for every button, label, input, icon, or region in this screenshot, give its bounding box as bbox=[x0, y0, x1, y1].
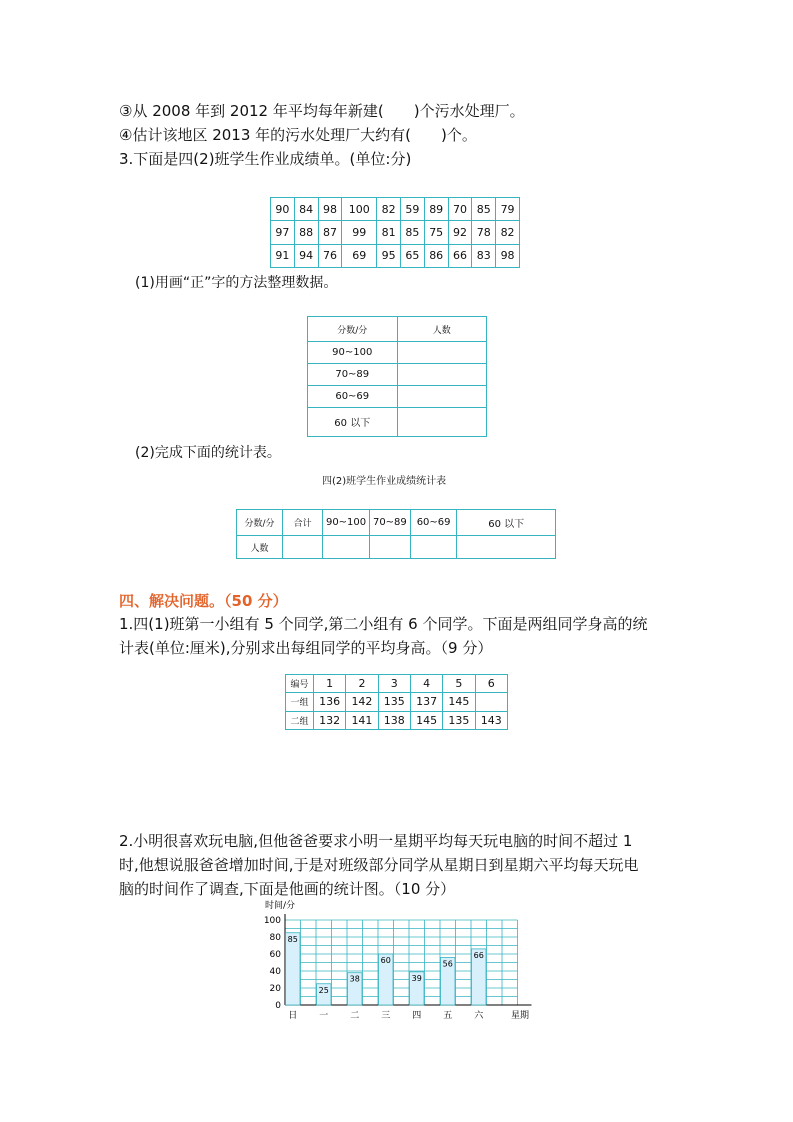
header-cell: 70~89 bbox=[369, 510, 410, 536]
x-tick-label: 日 bbox=[288, 1011, 298, 1021]
row-label-cell: 人数 bbox=[237, 536, 283, 559]
score-cell: 91 bbox=[271, 244, 295, 267]
tally-blank-cell bbox=[397, 342, 487, 364]
score-cell: 82 bbox=[377, 198, 401, 221]
score-cell: 86 bbox=[424, 244, 448, 267]
score-cell: 84 bbox=[294, 198, 318, 221]
x-tick-label: 二 bbox=[350, 1011, 360, 1021]
sub-question-1: (1)用画“正”字的方法整理数据。 bbox=[135, 275, 338, 291]
height-cell: 145 bbox=[410, 711, 442, 729]
header-cell: 60 以下 bbox=[457, 510, 556, 536]
score-cell: 95 bbox=[377, 244, 401, 267]
y-tick-label: 20 bbox=[269, 984, 281, 994]
problem-1-line-1: 1.四(1)班第一小组有 5 个同学,第二小组有 6 个同学。下面是两组同学身高的统 bbox=[119, 615, 648, 633]
header-cell: 1 bbox=[313, 675, 345, 693]
score-cell: 85 bbox=[472, 198, 496, 221]
table-row bbox=[308, 386, 487, 408]
header-cell: 合计 bbox=[283, 510, 323, 536]
score-cell: 88 bbox=[294, 221, 318, 244]
header-cell: 5 bbox=[443, 675, 475, 693]
score-cell: 100 bbox=[342, 198, 377, 221]
bar-value-label: 66 bbox=[473, 950, 484, 960]
score-cell: 85 bbox=[401, 221, 425, 244]
header-cell: 4 bbox=[410, 675, 442, 693]
score-cell: 94 bbox=[294, 244, 318, 267]
height-cell: 145 bbox=[443, 693, 475, 711]
tally-table bbox=[307, 316, 487, 437]
problem-3-title: 3.下面是四(2)班学生作业成绩单。(单位:分) bbox=[119, 150, 412, 168]
blank-cell bbox=[283, 536, 323, 559]
header-cell: 60~69 bbox=[410, 510, 457, 536]
table-row bbox=[271, 221, 520, 244]
header-cell: 2 bbox=[346, 675, 378, 693]
x-tick-label: 五 bbox=[443, 1011, 453, 1021]
score-cell: 81 bbox=[377, 221, 401, 244]
row-label-cell: 二组 bbox=[286, 711, 314, 729]
stat-table bbox=[236, 509, 556, 559]
table-row bbox=[237, 536, 556, 559]
scores-table bbox=[270, 197, 520, 268]
range-cell: 70~89 bbox=[308, 364, 398, 386]
header-cell: 人数 bbox=[397, 317, 487, 342]
problem-2-line-1: 2.小明很喜欢玩电脑,但他爸爸要求小明一星期平均每天玩电脑的时间不超过 1 bbox=[119, 832, 633, 850]
table-row bbox=[271, 244, 520, 267]
blank-cell bbox=[410, 536, 457, 559]
score-cell: 70 bbox=[448, 198, 472, 221]
x-tick-label: 六 bbox=[474, 1011, 484, 1021]
score-cell: 79 bbox=[496, 198, 520, 221]
score-cell: 99 bbox=[342, 221, 377, 244]
height-cell: 136 bbox=[313, 693, 345, 711]
y-axis-label: 时间/分 bbox=[265, 901, 296, 911]
table-row bbox=[308, 364, 487, 386]
bar-value-label: 85 bbox=[287, 934, 298, 944]
height-cell: 137 bbox=[410, 693, 442, 711]
table-header-row bbox=[237, 510, 556, 536]
table-row bbox=[286, 693, 508, 711]
bar-chart bbox=[255, 898, 545, 1023]
question-4-line: ④估计该地区 2013 年的污水处理厂大约有( )个。 bbox=[119, 126, 477, 144]
x-axis-label: 星期 bbox=[511, 1011, 530, 1021]
problem-2-line-3: 脑的时间作了调查,下面是他画的统计图。（10 分） bbox=[119, 880, 456, 898]
score-cell: 65 bbox=[401, 244, 425, 267]
y-tick-label: 80 bbox=[269, 933, 281, 943]
score-cell: 82 bbox=[496, 221, 520, 244]
table-row bbox=[308, 342, 487, 364]
row-label-cell: 一组 bbox=[286, 693, 314, 711]
score-cell: 69 bbox=[342, 244, 377, 267]
tally-blank-cell bbox=[397, 386, 487, 408]
table-header-row bbox=[286, 675, 508, 693]
question-3-line: ③从 2008 年到 2012 年平均每年新建( )个污水处理厂。 bbox=[119, 102, 525, 120]
score-cell: 59 bbox=[401, 198, 425, 221]
bar-value-label: 38 bbox=[349, 974, 360, 984]
height-cell bbox=[475, 693, 507, 711]
score-cell: 87 bbox=[318, 221, 342, 244]
height-cell: 138 bbox=[378, 711, 410, 729]
score-cell: 92 bbox=[448, 221, 472, 244]
header-cell: 编号 bbox=[286, 675, 314, 693]
score-cell: 66 bbox=[448, 244, 472, 267]
bar-value-label: 60 bbox=[380, 956, 391, 965]
y-tick-label: 100 bbox=[263, 916, 281, 926]
score-cell: 90 bbox=[271, 198, 295, 221]
table-header-row bbox=[308, 317, 487, 342]
blank-cell bbox=[457, 536, 556, 559]
bar-value-label: 56 bbox=[442, 959, 453, 969]
section-4-title: 四、解决问题。（50 分） bbox=[119, 592, 288, 610]
problem-2-line-2: 时,他想说服爸爸增加时间,于是对班级部分同学从星期日到星期六平均每天玩电 bbox=[119, 856, 639, 874]
range-cell: 60~69 bbox=[308, 386, 398, 408]
height-cell: 135 bbox=[443, 711, 475, 729]
height-cell: 135 bbox=[378, 693, 410, 711]
range-cell: 60 以下 bbox=[308, 407, 398, 436]
y-tick-label: 60 bbox=[269, 950, 281, 960]
tally-blank-cell bbox=[397, 364, 487, 386]
header-cell: 分数/分 bbox=[237, 510, 283, 536]
height-table bbox=[285, 674, 508, 730]
sub-question-2: (2)完成下面的统计表。 bbox=[135, 445, 281, 461]
blank-cell bbox=[369, 536, 410, 559]
x-tick-label: 四 bbox=[412, 1011, 422, 1021]
bar-value-label: 39 bbox=[411, 973, 422, 983]
header-cell: 90~100 bbox=[323, 510, 370, 536]
height-cell: 141 bbox=[346, 711, 378, 729]
header-cell: 分数/分 bbox=[308, 317, 398, 342]
score-cell: 89 bbox=[424, 198, 448, 221]
range-cell: 90~100 bbox=[308, 342, 398, 364]
bar-value-label: 25 bbox=[318, 985, 329, 995]
score-cell: 97 bbox=[271, 221, 295, 244]
score-cell: 98 bbox=[496, 244, 520, 267]
score-cell: 75 bbox=[424, 221, 448, 244]
stat-table-caption: 四(2)班学生作业成绩统计表 bbox=[322, 476, 447, 487]
header-cell: 3 bbox=[378, 675, 410, 693]
blank-cell bbox=[323, 536, 370, 559]
table-row bbox=[271, 198, 520, 221]
x-tick-label: 三 bbox=[381, 1011, 391, 1021]
height-cell: 132 bbox=[313, 711, 345, 729]
header-cell: 6 bbox=[475, 675, 507, 693]
height-cell: 142 bbox=[346, 693, 378, 711]
tally-blank-cell bbox=[397, 407, 487, 436]
y-tick-label: 0 bbox=[275, 1001, 281, 1011]
height-cell: 143 bbox=[475, 711, 507, 729]
score-cell: 83 bbox=[472, 244, 496, 267]
problem-1-line-2: 计表(单位:厘米),分别求出每组同学的平均身高。（9 分） bbox=[119, 639, 493, 657]
score-cell: 78 bbox=[472, 221, 496, 244]
table-row bbox=[286, 711, 508, 729]
y-tick-label: 40 bbox=[269, 967, 281, 977]
x-tick-label: 一 bbox=[319, 1011, 329, 1021]
score-cell: 76 bbox=[318, 244, 342, 267]
table-row bbox=[308, 407, 487, 436]
score-cell: 98 bbox=[318, 198, 342, 221]
